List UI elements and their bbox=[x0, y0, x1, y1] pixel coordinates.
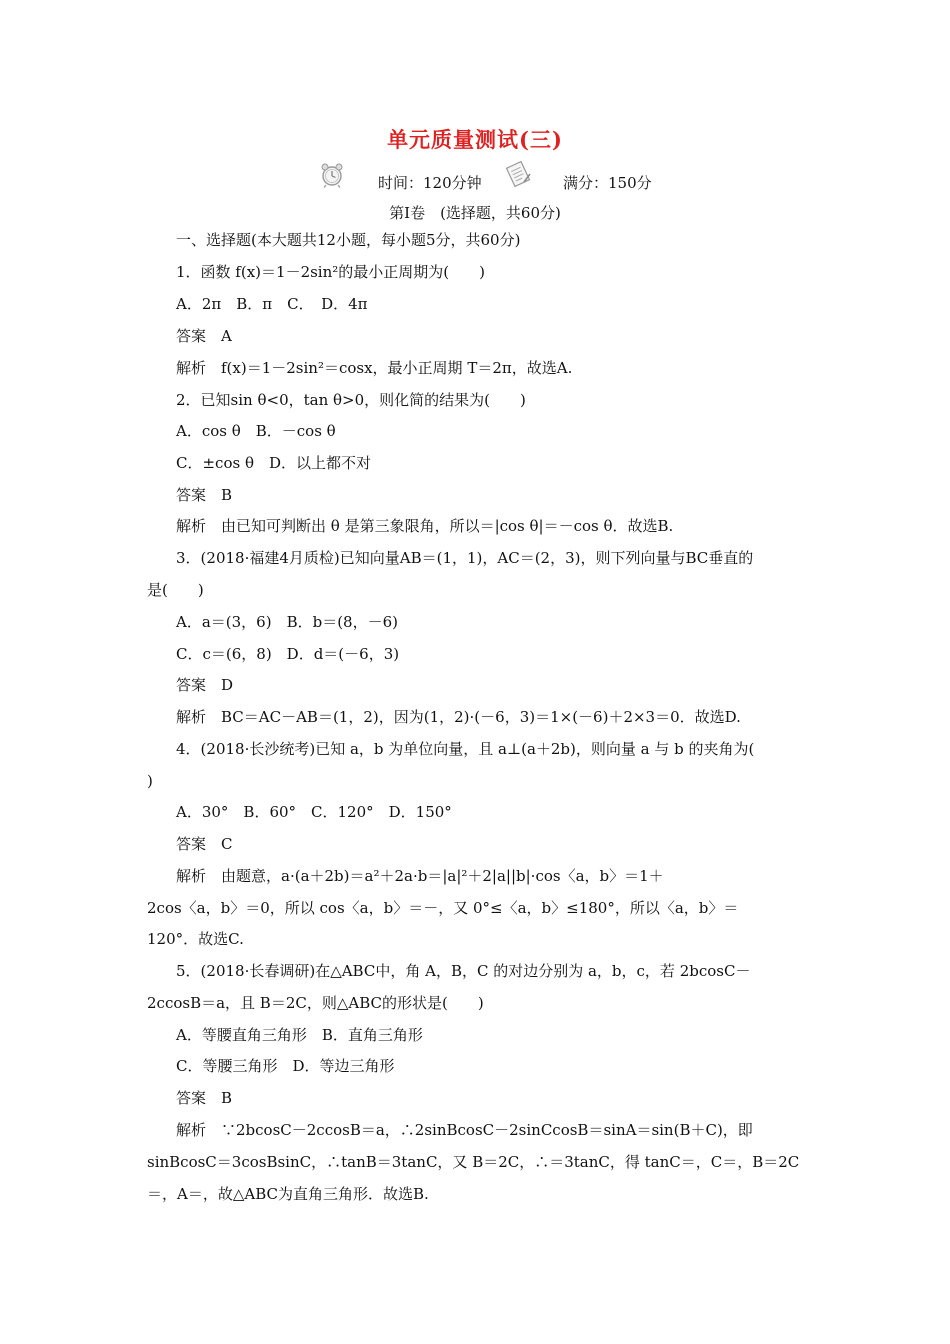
options-2-a: A．cos θ B．－cos θ bbox=[176, 422, 336, 440]
analysis-5-cont: sinBcosC＝3cosBsinC，∴tanB＝3tanC，又 B＝2C，∴＝3tanC，得 tanC＝，C＝，B＝2C bbox=[147, 1153, 800, 1171]
analysis-4-cont: 2cos〈a，b〉＝0，所以 cos〈a，b〉＝－，又 0°≤〈a，b〉≤180°，所以〈a，b〉＝ bbox=[147, 899, 739, 917]
question-5: 5．(2018·长春调研)在△ABC中，角 A，B，C 的对边分别为 a，b，c，若 2bcosC－ bbox=[176, 962, 751, 980]
question-5-cont: 2ccosB＝a，且 B＝2C，则△ABC的形状是( ) bbox=[147, 994, 484, 1012]
question-4-cont: ) bbox=[147, 772, 153, 790]
analysis-1: 解析 f(x)＝1－2sin²＝cosx，最小正周期 T＝2π，故选A. bbox=[176, 359, 573, 377]
question-3: 3．(2018·福建4月质检)已知向量AB＝(1，1)，AC＝(2，3)，则下列向量与BC垂直的 bbox=[176, 549, 754, 567]
analysis-4: 解析 由题意，a·(a＋2b)＝a²＋2a·b＝|a|²＋2|a||b|·cos〈a，b〉＝1＋ bbox=[176, 867, 664, 885]
analysis-5: 解析 ∵2bcosC－2ccosB＝a，∴2sinBcosC－2sinCcosB＝sinA＝sin(B＋C)，即 bbox=[176, 1121, 753, 1139]
options-2-b: C．±cos θ D．以上都不对 bbox=[176, 454, 372, 472]
answer-2: 答案 B bbox=[176, 486, 233, 504]
question-2: 2．已知sin θ<0，tan θ>0，则化简的结果为( ) bbox=[176, 391, 526, 409]
answer-1: 答案 A bbox=[176, 327, 232, 345]
analysis-4-end: 120°．故选C. bbox=[147, 930, 244, 948]
analysis-2: 解析 由已知可判断出 θ 是第三象限角，所以＝|cos θ|＝－cos θ．故选B. bbox=[176, 517, 674, 535]
question-3-cont: 是( ) bbox=[147, 581, 204, 599]
analysis-3: 解析 BC＝AC－AB＝(1，2)，因为(1，2)·(－6，3)＝1×(－6)＋2×3＝0．故选D. bbox=[176, 708, 741, 726]
options-3-b: C．c＝(6，8) D．d＝(－6，3) bbox=[176, 645, 400, 663]
section-heading: 第Ⅰ卷 (选择题，共60分) bbox=[389, 204, 561, 222]
options-5-b: C．等腰三角形 D．等边三角形 bbox=[176, 1057, 395, 1075]
answer-3: 答案 D bbox=[176, 676, 234, 694]
options-5-a: A．等腰直角三角形 B．直角三角形 bbox=[176, 1026, 423, 1044]
answer-4: 答案 C bbox=[176, 835, 233, 853]
analysis-5-end: ＝，A＝，故△ABC为直角三角形．故选B. bbox=[147, 1185, 429, 1203]
alarm-clock-icon bbox=[320, 162, 344, 192]
answer-5: 答案 B bbox=[176, 1089, 233, 1107]
question-1: 1．函数 f(x)＝1－2sin²的最小正周期为( ) bbox=[176, 263, 485, 281]
exam-time: 时间：120分钟 bbox=[378, 174, 482, 192]
page-title: 单元质量测试(三) bbox=[387, 127, 563, 152]
options-1: A．2π B．π C． D．4π bbox=[176, 295, 368, 313]
options-3-a: A．a＝(3，6) B．b＝(8，－6) bbox=[176, 613, 398, 631]
question-4: 4．(2018·长沙统考)已知 a，b 为单位向量，且 a⊥(a＋2b)，则向量 a 与 b 的夹角为( bbox=[176, 740, 755, 758]
exam-meta bbox=[0, 168, 950, 198]
question-section-title: 一、选择题(本大题共12小题，每小题5分，共60分) bbox=[176, 231, 521, 249]
exam-score: 满分：150分 bbox=[563, 174, 652, 192]
exam-paper-icon bbox=[504, 160, 532, 192]
options-4: A．30° B．60° C．120° D．150° bbox=[176, 803, 452, 821]
